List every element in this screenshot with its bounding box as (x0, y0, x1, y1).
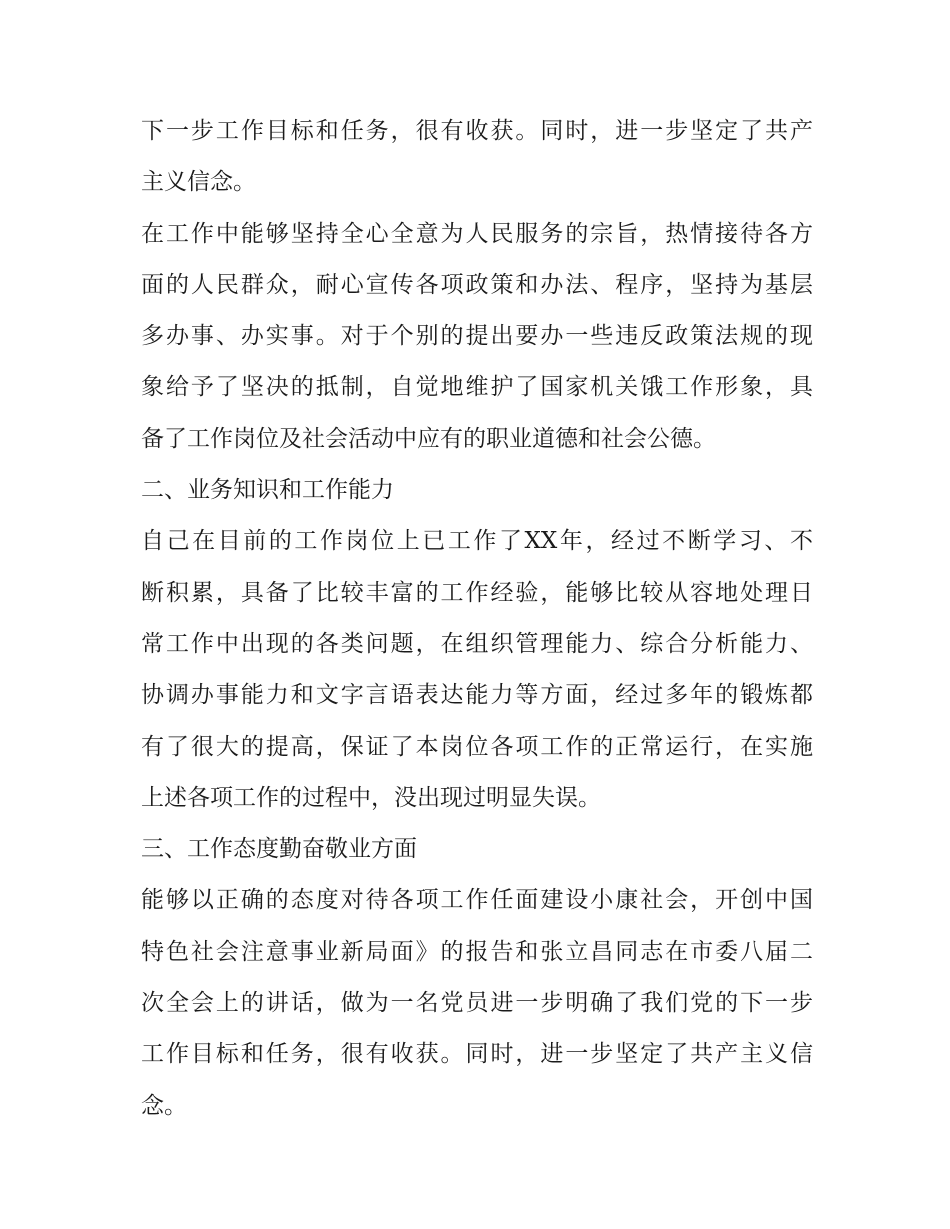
text-line: 主义信念。 (141, 169, 256, 196)
text-line: 多办事、办实事。对于个别的提出要办一些违反政策法规的现 (141, 323, 813, 350)
document-body (141, 106, 813, 1132)
text-line: 下一步工作目标和任务，很有收获。同时，进一步坚定了共产 (141, 118, 813, 144)
text-line: 象给予了坚决的抵制，自觉地维护了国家机关饿工作形象，具 (141, 374, 813, 401)
text-line: 常工作中出现的各类问题，在组织管理能力、综合分析能力、 (141, 630, 813, 657)
text-line: 上述各项工作的过程中，没出现过明显失误。 (141, 784, 601, 811)
text-line: 断积累，具备了比较丰富的工作经验，能够比较从容地处理日 (141, 579, 813, 606)
text-line: 协调办事能力和文字言语表达能力等方面，经过多年的锻炼都 (141, 682, 813, 709)
text-line: 念。 (141, 1092, 187, 1119)
text-line: 有了很大的提高，保证了本岗位各项工作的正常运行，在实施 (141, 733, 813, 760)
paragraph-start: 自己在目前的工作岗位上已工作了XX年，经过不断学习、不 (141, 528, 813, 555)
paragraph-start: 能够以正确的态度对待各项工作任面建设小康社会，开创中国 (141, 887, 813, 914)
text-line: 次全会上的讲话，做为一名党员进一步明确了我们党的下一步 (141, 990, 813, 1017)
section-heading: 二、业务知识和工作能力 (141, 477, 394, 504)
text-line: 面的人民群众，耐心宣传各项政策和办法、程序，坚持为基层 (141, 271, 813, 298)
text-line: 特色社会注意事业新局面》的报告和张立昌同志在市委八届二 (141, 938, 813, 965)
text-line: 备了工作岗位及社会活动中应有的职业道德和社会公德。 (141, 425, 716, 452)
paragraph-start: 在工作中能够坚持全心全意为人民服务的宗旨，热情接待各方 (141, 220, 813, 247)
section-heading: 三、工作态度勤奋敬业方面 (141, 836, 417, 863)
text-line: 工作目标和任务，很有收获。同时，进一步坚定了共产主义信 (141, 1041, 813, 1068)
